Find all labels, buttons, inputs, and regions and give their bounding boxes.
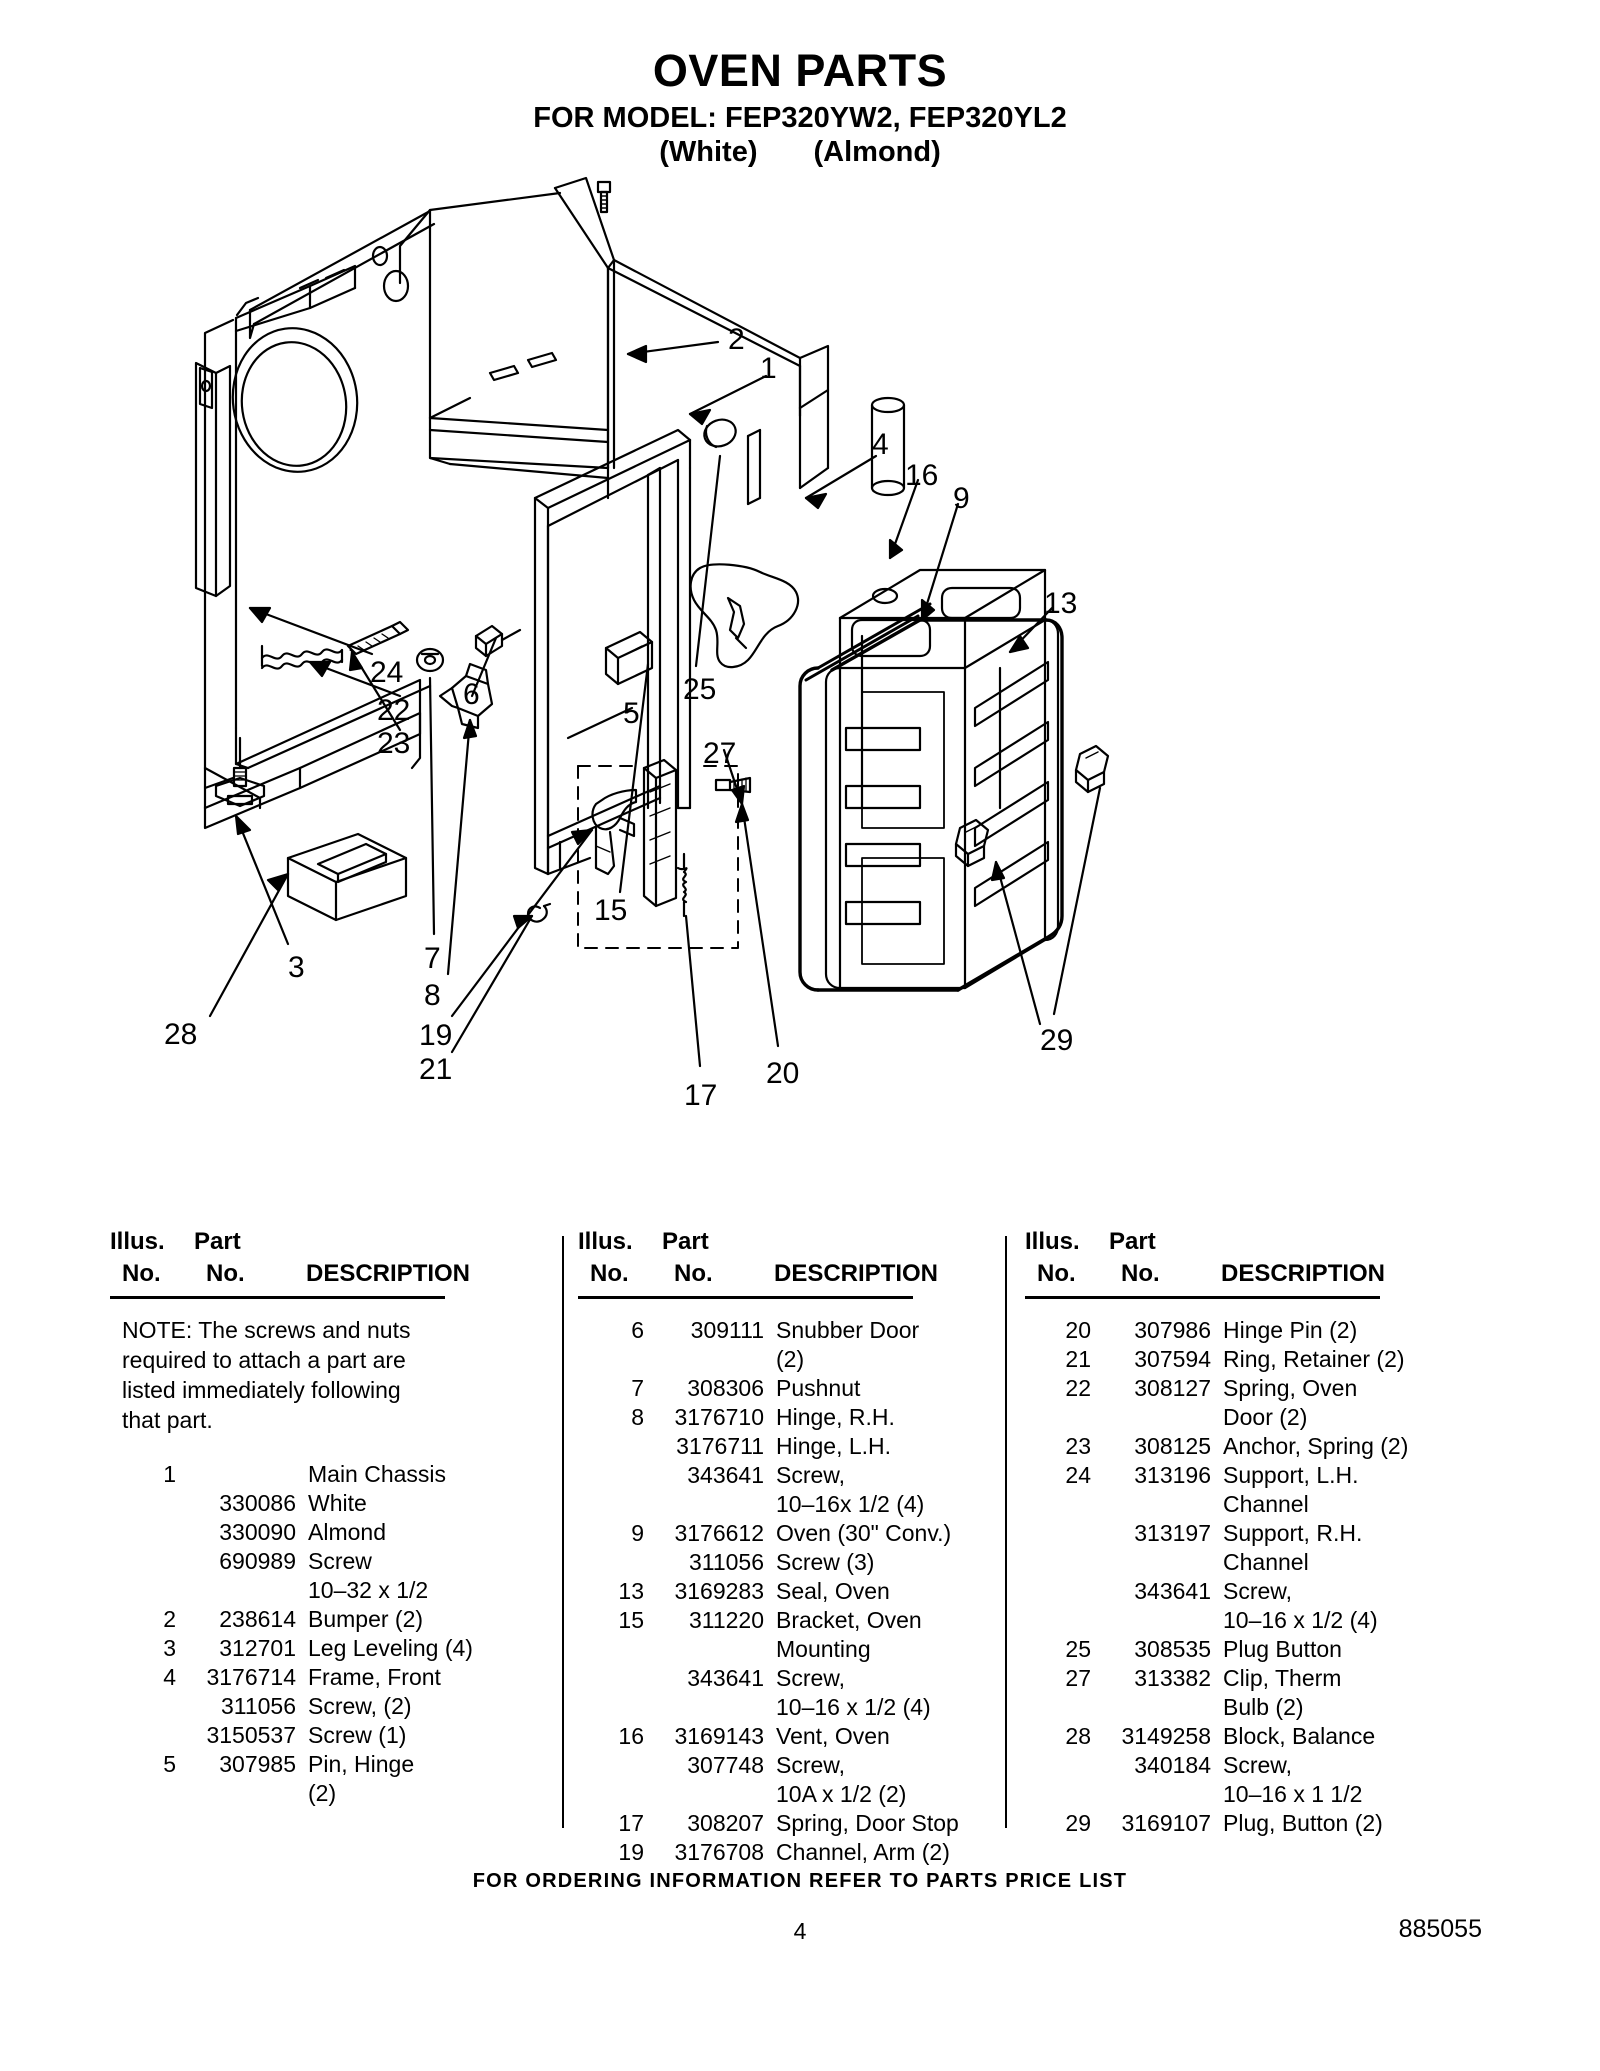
table-row: [578, 1722, 913, 1751]
table-row: [1025, 1577, 1385, 1606]
callout-number: 2: [728, 323, 745, 356]
table-row: [1025, 1345, 1405, 1374]
header-part-no-line1: Part: [1109, 1228, 1156, 1255]
document-number: 885055: [1398, 1915, 1482, 1943]
table-row: [578, 1635, 913, 1664]
cell-part-no: 308127: [1134, 1375, 1211, 1401]
cell-description: Screw: [308, 1548, 372, 1574]
parts-column-3: [1025, 1228, 1409, 1848]
cell-description: (2): [776, 1346, 805, 1372]
cell-part-no: 3176711: [676, 1433, 764, 1459]
cell-description: 10–16 x 1 1/2: [1223, 1781, 1363, 1807]
column-header: [1025, 1228, 1385, 1304]
cell-description: (2): [308, 1780, 337, 1806]
callout-number: 28: [164, 1018, 198, 1051]
cell-illus-no: 8: [631, 1404, 644, 1430]
callout-number: 6: [463, 678, 480, 711]
table-row: [110, 1489, 445, 1518]
cell-part-no: 3169143: [674, 1723, 764, 1749]
header-part-no-line1: Part: [662, 1228, 709, 1255]
cell-part-no: 313382: [1134, 1665, 1211, 1691]
cell-description: Pin, Hinge: [308, 1751, 415, 1777]
oven-cavity: [800, 570, 1062, 990]
main-chassis-outline: [196, 178, 828, 828]
header-rule: [578, 1296, 913, 1299]
cell-description: Support, L.H.: [1223, 1462, 1359, 1488]
table-row: [1025, 1751, 1385, 1780]
cell-description: White: [308, 1490, 367, 1516]
table-row: [110, 1663, 445, 1692]
model-line: FOR MODEL: FEP320YW2, FEP320YL2: [533, 102, 1067, 134]
callout-number: 16: [905, 459, 939, 492]
cell-illus-no: 7: [631, 1375, 644, 1401]
cell-part-no: 343641: [1134, 1578, 1211, 1604]
cell-description: Spring, Oven: [1223, 1375, 1358, 1401]
cell-part-no: 3169107: [1121, 1810, 1211, 1836]
cell-description: Hinge Pin (2): [1223, 1317, 1358, 1343]
pushnut: [417, 649, 443, 671]
table-row: [578, 1490, 925, 1519]
cell-illus-no: 6: [631, 1317, 644, 1343]
table-row: [578, 1838, 950, 1867]
header-rule: [1025, 1296, 1380, 1299]
cell-part-no: 309111: [690, 1317, 764, 1343]
cell-part-no: 308535: [1134, 1636, 1211, 1662]
ordering-information-note: FOR ORDERING INFORMATION REFER TO PARTS PRICE LIST: [472, 1870, 1128, 1892]
table-row: [578, 1606, 922, 1635]
cell-description: Seal, Oven: [776, 1578, 890, 1604]
header-part-no-line2: No.: [1121, 1260, 1160, 1287]
cell-part-no: 3176714: [206, 1664, 296, 1690]
table-row: [578, 1432, 913, 1461]
cell-illus-no: 23: [1065, 1433, 1091, 1459]
callout-number: 7: [424, 942, 441, 975]
cell-illus-no: 22: [1065, 1375, 1091, 1401]
table-row: [578, 1664, 913, 1693]
cell-part-no: 3176710: [674, 1404, 764, 1430]
cell-description: 10–16 x 1/2 (4): [1223, 1607, 1378, 1633]
exploded-view-illustration: [0, 168, 1600, 1208]
table-row: [578, 1519, 952, 1548]
cell-part-no: 311220: [688, 1607, 764, 1633]
header-illus-no-line1: Illus.: [1025, 1228, 1080, 1255]
table-row: [1025, 1809, 1385, 1838]
table-row: [1025, 1374, 1385, 1403]
cell-part-no: 312701: [219, 1635, 296, 1661]
cell-description: Mounting: [776, 1636, 871, 1662]
table-row: [110, 1750, 445, 1779]
table-row: [1025, 1432, 1409, 1461]
cell-description: Bumper (2): [308, 1606, 424, 1632]
cell-part-no: 308207: [687, 1810, 764, 1836]
callout-number: 23: [377, 727, 411, 760]
cell-part-no: 343641: [687, 1462, 764, 1488]
cell-description: Anchor, Spring (2): [1223, 1433, 1409, 1459]
callout-number: 5: [623, 697, 640, 730]
cell-part-no: 313196: [1134, 1462, 1211, 1488]
cell-description: Plug Button: [1223, 1636, 1342, 1662]
parts-column-2: [578, 1228, 959, 1865]
table-row: [578, 1780, 913, 1809]
cell-illus-no: 27: [1065, 1665, 1091, 1691]
table-row: [578, 1548, 913, 1577]
table-row: [578, 1809, 959, 1838]
header-illus-no-line1: Illus.: [578, 1228, 633, 1255]
cell-description: Channel: [1223, 1491, 1309, 1517]
cell-illus-no: 29: [1065, 1810, 1091, 1836]
cell-description: Screw,: [1223, 1752, 1293, 1778]
table-row: [578, 1345, 913, 1374]
table-row: [578, 1461, 913, 1490]
cell-part-no: 343641: [687, 1665, 764, 1691]
cell-part-no: 340184: [1134, 1752, 1211, 1778]
parts-note: NOTE: The screws and nuts required to attach a part are listed immediately following that part.: [122, 1317, 411, 1433]
cell-illus-no: 9: [631, 1520, 644, 1546]
cell-part-no: 238614: [219, 1606, 296, 1632]
table-row: [1025, 1722, 1385, 1751]
cell-description: 10A x 1/2 (2): [776, 1781, 907, 1807]
cell-illus-no: 2: [163, 1606, 176, 1632]
cell-part-no: 3169283: [674, 1578, 764, 1604]
cell-part-no: 307986: [1134, 1317, 1211, 1343]
cell-description: 10–32 x 1/2: [308, 1577, 429, 1603]
cell-description: 10–16 x 1/2 (4): [776, 1694, 931, 1720]
callout-number: 27: [703, 737, 737, 770]
table-row: [110, 1634, 473, 1663]
snubber-door: [476, 626, 520, 656]
parts-table: [0, 1228, 1600, 1865]
cell-description: Bracket, Oven: [776, 1607, 922, 1633]
cell-description: Frame, Front: [308, 1664, 441, 1690]
header-illus-no-line2: No.: [590, 1260, 629, 1287]
callout-number: 13: [1044, 587, 1078, 620]
callout-number: 19: [419, 1019, 453, 1052]
table-row: [578, 1577, 913, 1606]
cell-part-no: 3150537: [206, 1722, 296, 1748]
cell-illus-no: 25: [1065, 1636, 1091, 1662]
callout-number: 3: [288, 951, 305, 984]
table-row: [110, 1547, 445, 1576]
parts-column-1: [110, 1228, 473, 1848]
cell-description: Pushnut: [776, 1375, 861, 1401]
cell-illus-no: 1: [163, 1461, 176, 1487]
cell-description: Vent, Oven: [776, 1723, 890, 1749]
cell-illus-no: 15: [618, 1607, 644, 1633]
table-row: [110, 1518, 445, 1547]
cell-part-no: 307985: [219, 1751, 296, 1777]
cell-description: Screw (1): [308, 1722, 407, 1748]
callout-number: 21: [419, 1053, 453, 1086]
cell-part-no: 311056: [688, 1549, 764, 1575]
header-description: DESCRIPTION: [306, 1260, 471, 1287]
callout-number: 22: [377, 694, 411, 727]
table-row: [578, 1374, 913, 1403]
cell-part-no: 3176708: [674, 1839, 764, 1865]
cell-description: Screw (3): [776, 1549, 875, 1575]
table-row: [1025, 1606, 1385, 1635]
cell-description: Bulb (2): [1223, 1694, 1304, 1720]
cell-description: Plug, Button (2): [1223, 1810, 1383, 1836]
table-row: [1025, 1635, 1385, 1664]
cell-description: Main Chassis: [308, 1461, 447, 1487]
cell-description: Support, R.H.: [1223, 1520, 1363, 1546]
cell-description: Clip, Therm: [1223, 1665, 1342, 1691]
page-title: OVEN PARTS: [652, 45, 948, 96]
column-header: [578, 1228, 939, 1304]
table-row: [1025, 1490, 1385, 1519]
parts-rows-column-1: [110, 1460, 473, 1808]
header-illus-no-line1: Illus.: [110, 1228, 165, 1255]
title-block: [0, 0, 1600, 170]
cell-description: Door (2): [1223, 1404, 1308, 1430]
cell-illus-no: 20: [1065, 1317, 1091, 1343]
cell-description: Almond: [308, 1519, 386, 1545]
column-header: [110, 1228, 471, 1304]
callout-number: 8: [424, 979, 441, 1012]
cell-illus-no: 19: [618, 1839, 644, 1865]
cell-illus-no: 24: [1065, 1462, 1091, 1488]
cell-description: Screw,: [1223, 1578, 1293, 1604]
color-variants: [0, 136, 1600, 169]
callout-number: 1: [760, 352, 777, 385]
table-row: [110, 1460, 445, 1489]
parts-rows-column-2: [578, 1316, 959, 1867]
cell-description: Ring, Retainer (2): [1223, 1346, 1405, 1372]
callout-number: 17: [684, 1079, 718, 1112]
color-white-label: (White): [659, 136, 758, 169]
table-row: [1025, 1548, 1385, 1577]
callout-number: 4: [872, 428, 889, 461]
header-description: DESCRIPTION: [774, 1260, 939, 1287]
cell-illus-no: 16: [618, 1723, 644, 1749]
plug-button-clips: [956, 746, 1108, 866]
callout-number: 24: [370, 656, 404, 689]
page-number: 4: [793, 1918, 807, 1944]
cell-description: Spring, Door Stop: [776, 1810, 959, 1836]
table-row: [578, 1403, 913, 1432]
header-part-no-line2: No.: [206, 1260, 245, 1287]
cell-part-no: 308306: [687, 1375, 764, 1401]
table-row: [1025, 1664, 1385, 1693]
callout-number: 25: [683, 673, 717, 706]
table-row: [110, 1605, 445, 1634]
cell-part-no: 308125: [1134, 1433, 1211, 1459]
cell-part-no: 330090: [219, 1519, 296, 1545]
header-description: DESCRIPTION: [1221, 1260, 1386, 1287]
table-row: [1025, 1403, 1385, 1432]
column-divider: [562, 1236, 564, 1828]
plug-button: [701, 415, 740, 450]
cell-part-no: 311056: [220, 1693, 296, 1719]
column-divider: [1005, 1236, 1007, 1828]
table-row: [578, 1693, 931, 1722]
oven-mounting-bracket: [606, 632, 652, 684]
front-frame: [535, 390, 828, 874]
header-rule: [110, 1296, 445, 1299]
callout-number: 20: [766, 1057, 800, 1090]
cell-description: Leg Leveling (4): [308, 1635, 473, 1661]
cell-description: Snubber Door: [776, 1317, 920, 1343]
cell-description: Channel, Arm (2): [776, 1839, 950, 1865]
cell-part-no: 330086: [219, 1490, 296, 1516]
cell-part-no: 690989: [219, 1548, 296, 1574]
cell-description: Block, Balance: [1223, 1723, 1376, 1749]
cell-illus-no: 5: [163, 1751, 176, 1777]
header-illus-no-line2: No.: [122, 1260, 161, 1287]
table-row: [1025, 1461, 1385, 1490]
header-part-no-line2: No.: [674, 1260, 713, 1287]
cell-description: Screw,: [776, 1665, 846, 1691]
leader-lines: [210, 342, 1100, 1066]
header-part-no-line1: Part: [194, 1228, 241, 1255]
table-row: [1025, 1780, 1385, 1809]
balance-block: [288, 834, 406, 920]
top-screw: [598, 182, 610, 212]
callout-number: 9: [953, 482, 970, 515]
cell-illus-no: 28: [1065, 1723, 1091, 1749]
cell-part-no: 3149258: [1121, 1723, 1211, 1749]
cell-description: Hinge, R.H.: [776, 1404, 895, 1430]
cell-description: 10–16x 1/2 (4): [776, 1491, 925, 1517]
cell-illus-no: 17: [618, 1810, 644, 1836]
table-row: [110, 1692, 445, 1721]
table-row: [110, 1721, 445, 1750]
cell-illus-no: 21: [1065, 1346, 1091, 1372]
callout-number: 15: [594, 894, 628, 927]
cell-part-no: 313197: [1134, 1520, 1211, 1546]
oven-door-spring: [262, 646, 342, 669]
cell-part-no: 3176612: [674, 1520, 764, 1546]
header-illus-no-line2: No.: [1037, 1260, 1076, 1287]
table-row: [1025, 1519, 1385, 1548]
cell-description: Screw, (2): [308, 1693, 412, 1719]
cell-description: Screw,: [776, 1752, 846, 1778]
cell-part-no: 307748: [687, 1752, 764, 1778]
table-row: [1025, 1693, 1385, 1722]
cell-description: Screw,: [776, 1462, 846, 1488]
table-row: [578, 1751, 913, 1780]
table-row: [110, 1576, 445, 1605]
cell-description: Hinge, L.H.: [776, 1433, 892, 1459]
parts-rows-column-3: [1025, 1316, 1409, 1838]
cell-description: Channel: [1223, 1549, 1309, 1575]
callout-number: 29: [1040, 1024, 1074, 1057]
cell-illus-no: 3: [163, 1635, 176, 1661]
color-almond-label: (Almond): [813, 136, 941, 169]
cell-illus-no: 13: [618, 1578, 644, 1604]
table-row: [578, 1316, 920, 1345]
cell-description: Oven (30" Conv.): [776, 1520, 952, 1546]
table-row: [1025, 1316, 1385, 1345]
cell-illus-no: 4: [163, 1664, 176, 1690]
cell-part-no: 307594: [1134, 1346, 1211, 1372]
table-row: [110, 1779, 445, 1808]
door-latch-assembly: [528, 760, 750, 948]
